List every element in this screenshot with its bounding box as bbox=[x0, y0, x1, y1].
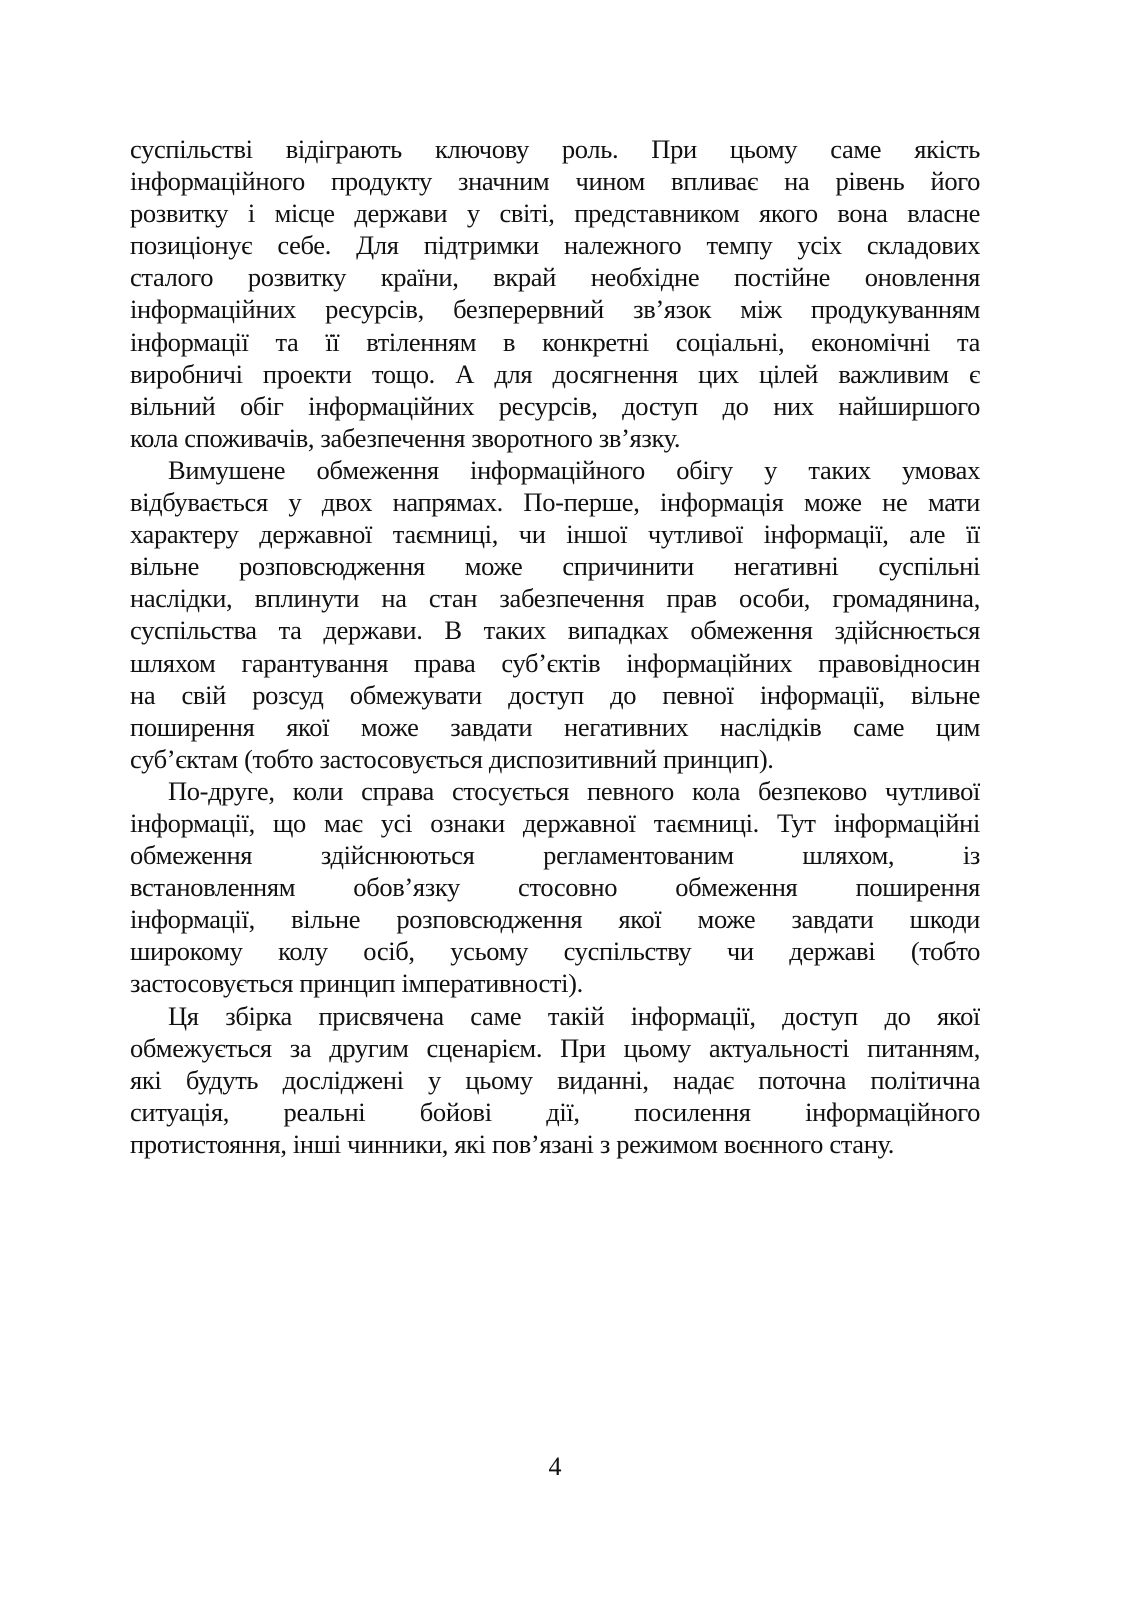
text-line: кола споживачів, забезпечення зворотного зв’язку. bbox=[130, 422, 681, 453]
text-line: шляхом гарантування права суб’єктів інформаційних правовідносин bbox=[130, 647, 980, 678]
text-line: суб’єктам (тобто застосовується диспозитивний принцип). bbox=[130, 743, 774, 774]
text-line: характеру державної таємниці, чи іншої чутливої інформації, але її bbox=[130, 519, 980, 550]
text-line: встановленням обов’язку стосовно обмеження поширення bbox=[130, 872, 980, 903]
paragraph bbox=[130, 775, 980, 1000]
text-line: Ця збірка присвячена саме такій інформації, доступ до якої bbox=[168, 1000, 980, 1031]
text-line: обмеження здійснюються регламентованим шляхом, із bbox=[130, 840, 980, 871]
text-line: поширення якої може завдати негативних наслідків саме цим bbox=[130, 711, 980, 742]
text-line: виробничі проекти тощо. А для досягнення цих цілей важливим є bbox=[130, 358, 980, 389]
text-line: інформації та її втіленням в конкретні соціальні, економічні та bbox=[130, 326, 980, 357]
paragraph bbox=[130, 133, 980, 454]
text-line: на свій розсуд обмежувати доступ до певної інформації, вільне bbox=[130, 679, 980, 710]
document-body bbox=[130, 133, 980, 1160]
text-line: сталого розвитку країни, вкрай необхідне постійне оновлення bbox=[130, 262, 980, 293]
text-line: суспільстві відіграють ключову роль. При цьому саме якість bbox=[130, 134, 980, 164]
text-line: широкому колу осіб, усьому суспільству чи державі (тобто bbox=[130, 936, 980, 967]
text-line: вільне розповсюдження може спричинити негативні суспільні bbox=[130, 551, 980, 582]
text-line: розвитку і місце держави у світі, представником якого вона власне bbox=[130, 198, 980, 229]
text-line: інформації, що має усі ознаки державної таємниці. Тут інформаційні bbox=[130, 807, 980, 838]
paragraph bbox=[130, 1000, 980, 1160]
text-line: ситуація, реальні бойові дії, посилення інформаційного bbox=[130, 1096, 980, 1127]
text-line: Вимушене обмеження інформаційного обігу у таких умовах bbox=[168, 454, 980, 485]
text-line: протистояння, інші чинники, які пов’язані з режимом воєнного стану. bbox=[130, 1128, 895, 1159]
text-line: вільний обіг інформаційних ресурсів, доступ до них найширшого bbox=[130, 390, 980, 421]
text-line: які будуть досліджені у цьому виданні, надає поточна політична bbox=[130, 1064, 980, 1095]
text-line: інформації, вільне розповсюдження якої може завдати шкоди bbox=[130, 904, 980, 935]
text-line: інформаційних ресурсів, безперервний зв’язок між продукуванням bbox=[130, 294, 980, 325]
text-line: обмежується за другим сценарієм. При цьому актуальності питанням, bbox=[130, 1032, 980, 1063]
text-line: відбувається у двох напрямах. По-перше, інформація може не мати bbox=[130, 487, 980, 518]
text-line: інформаційного продукту значним чином впливає на рівень його bbox=[130, 166, 980, 197]
text-line: позиціонує себе. Для підтримки належного темпу усіх складових bbox=[130, 230, 980, 261]
page-number: 4 bbox=[548, 1452, 562, 1481]
text-line: наслідки, вплинути на стан забезпечення прав особи, громадянина, bbox=[130, 583, 980, 614]
text-line: застосовується принцип імперативності). bbox=[130, 968, 583, 999]
text-line: По-друге, коли справа стосується певного кола безпеково чутливої bbox=[168, 775, 980, 806]
paragraph bbox=[130, 454, 980, 775]
text-line: суспільства та держави. В таких випадках обмеження здійснюється bbox=[130, 615, 980, 646]
